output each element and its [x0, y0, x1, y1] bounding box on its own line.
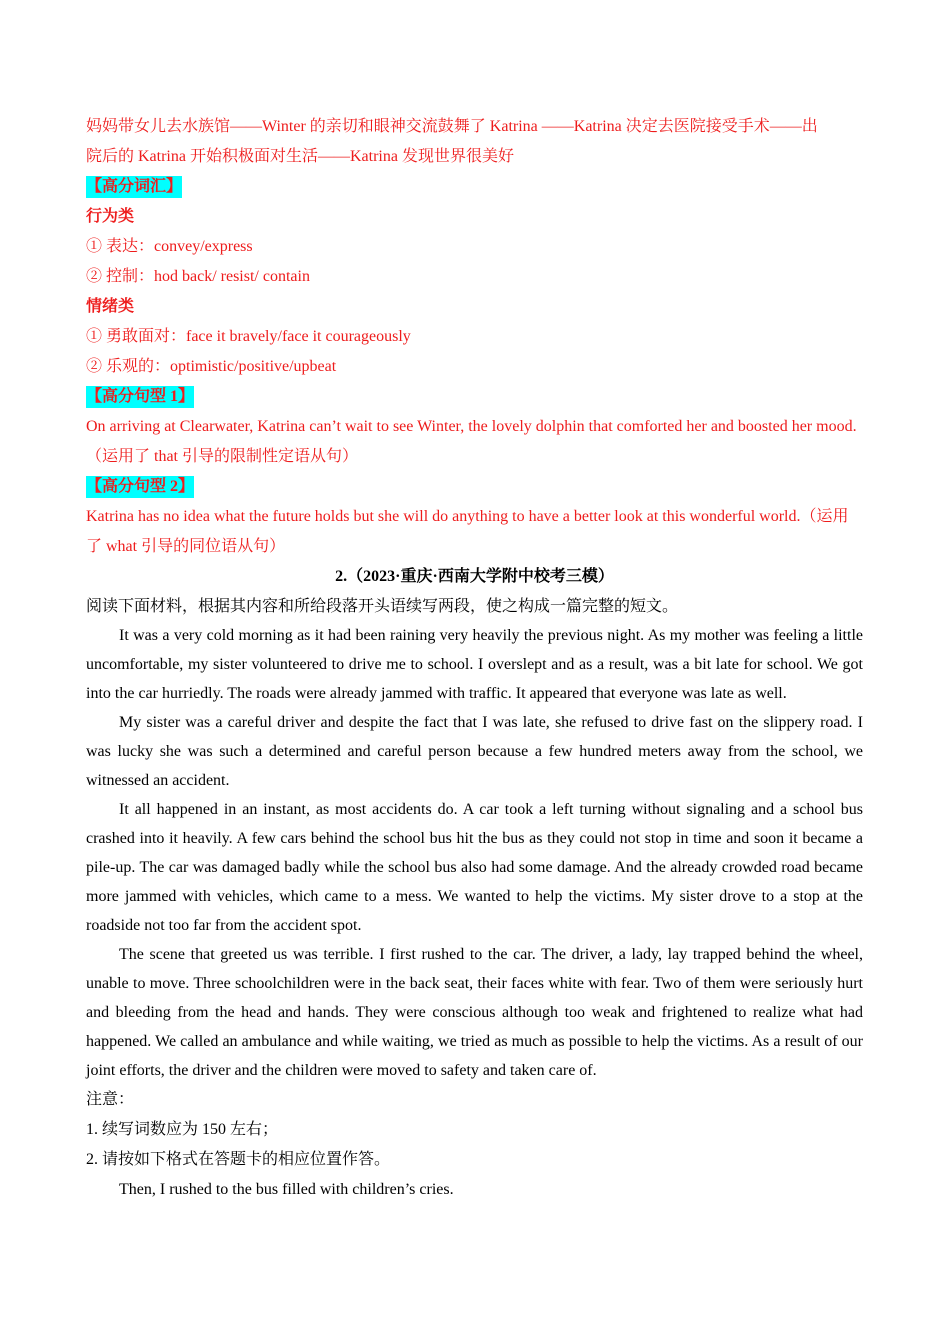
passage-paragraph-4: The scene that greeted us was terrible. I first rushed to the car. The driver, a lady, lay trapped behind the wheel, unable to move. Three schoolchildren were in the back seat, their faces white with fear. Two of them were seriously hurt and bleeding from the head and hands. They were conscious although too weak and frightened to realize what had happened. We called an ambulance and while waiting, we tried as much as possible to help the victims. As a result of our joint efforts, the driver and the children were moved to safety and taken care of.	[86, 946, 863, 1079]
vocab-tag: 【高分词汇】	[86, 176, 182, 198]
note-item: 2. 请按如下格式在答题卡的相应位置作答。	[86, 1151, 391, 1168]
sentence1-tag-row	[86, 382, 863, 412]
question-instruction: 阅读下面材料，根据其内容和所给段落开头语续写两段，使之构成一篇完整的短文。	[86, 598, 679, 615]
summary-line-1: 妈妈带女儿去水族馆——Winter 的亲切和眼神交流鼓舞了 Katrina ——Katrina 决定去医院接受手术——出	[86, 118, 818, 135]
vocab-item: ② 乐观的：optimistic/positive/upbeat	[86, 358, 337, 375]
sentence2-text: Katrina has no idea what the future holds but she will do anything to have a better look at this wonderful world.（运用了 what 引导的同位语从句）	[86, 508, 849, 555]
note-item: 1. 续写词数应为 150 左右；	[86, 1121, 279, 1138]
passage-paragraph-1: It was a very cold morning as it had been raining very heavily the previous night. As my mother was feeling a little uncomfortable, my sister volunteered to drive me to school. I overslept and as a result, was a bit late for school. We got into the car hurriedly. The roads were already jammed with traffic. It appeared that everyone was late as well.	[86, 627, 863, 702]
sentence1-tag: 【高分句型 1】	[86, 386, 194, 408]
question-heading: 2.（2023·重庆·西南大学附中校考三模）	[335, 568, 614, 585]
vocab-tag-row	[86, 172, 863, 202]
sentence1-text: On arriving at Clearwater, Katrina can’t wait to see Winter, the lovely dolphin that comforted her and boosted her mood.（运用了 that 引导的限制性定语从句）	[86, 418, 857, 465]
vocab-category-emotion: 情绪类	[86, 298, 135, 315]
vocab-item: ② 控制：hod back/ resist/ contain	[86, 268, 310, 285]
passage-paragraph-3: It all happened in an instant, as most accidents do. A car took a left turning without signaling and a school bus crashed into it heavily. A few cars behind the school bus hit the bus as they could not stop in time and soon it became a pile-up. The car was damaged badly while the school bus also had some damage. And the already crowded road became more jammed with vehicles, which came to a mess. We wanted to help the victims. My sister drove to a stop at the roadside not too far from the accident spot.	[86, 801, 863, 934]
document-page	[86, 112, 863, 1204]
vocab-item: ① 勇敢面对：face it bravely/face it courageously	[86, 328, 411, 345]
notes-title: 注意：	[86, 1091, 135, 1108]
vocab-item: ① 表达：convey/express	[86, 238, 253, 255]
summary-line-2: 院后的 Katrina 开始积极面对生活——Katrina 发现世界很美好	[86, 148, 514, 165]
sentence2-tag-row	[86, 472, 863, 502]
passage-paragraph-2: My sister was a careful driver and despite the fact that I was late, she refused to drive fast on the slippery road. I was lucky she was such a determined and careful person because a few hundred meters away from the school, we witnessed an accident.	[86, 714, 863, 789]
vocab-category-behavior: 行为类	[86, 208, 135, 225]
continuation-prompt: Then, I rushed to the bus filled with children’s cries.	[119, 1181, 454, 1198]
sentence2-tag: 【高分句型 2】	[86, 476, 194, 498]
